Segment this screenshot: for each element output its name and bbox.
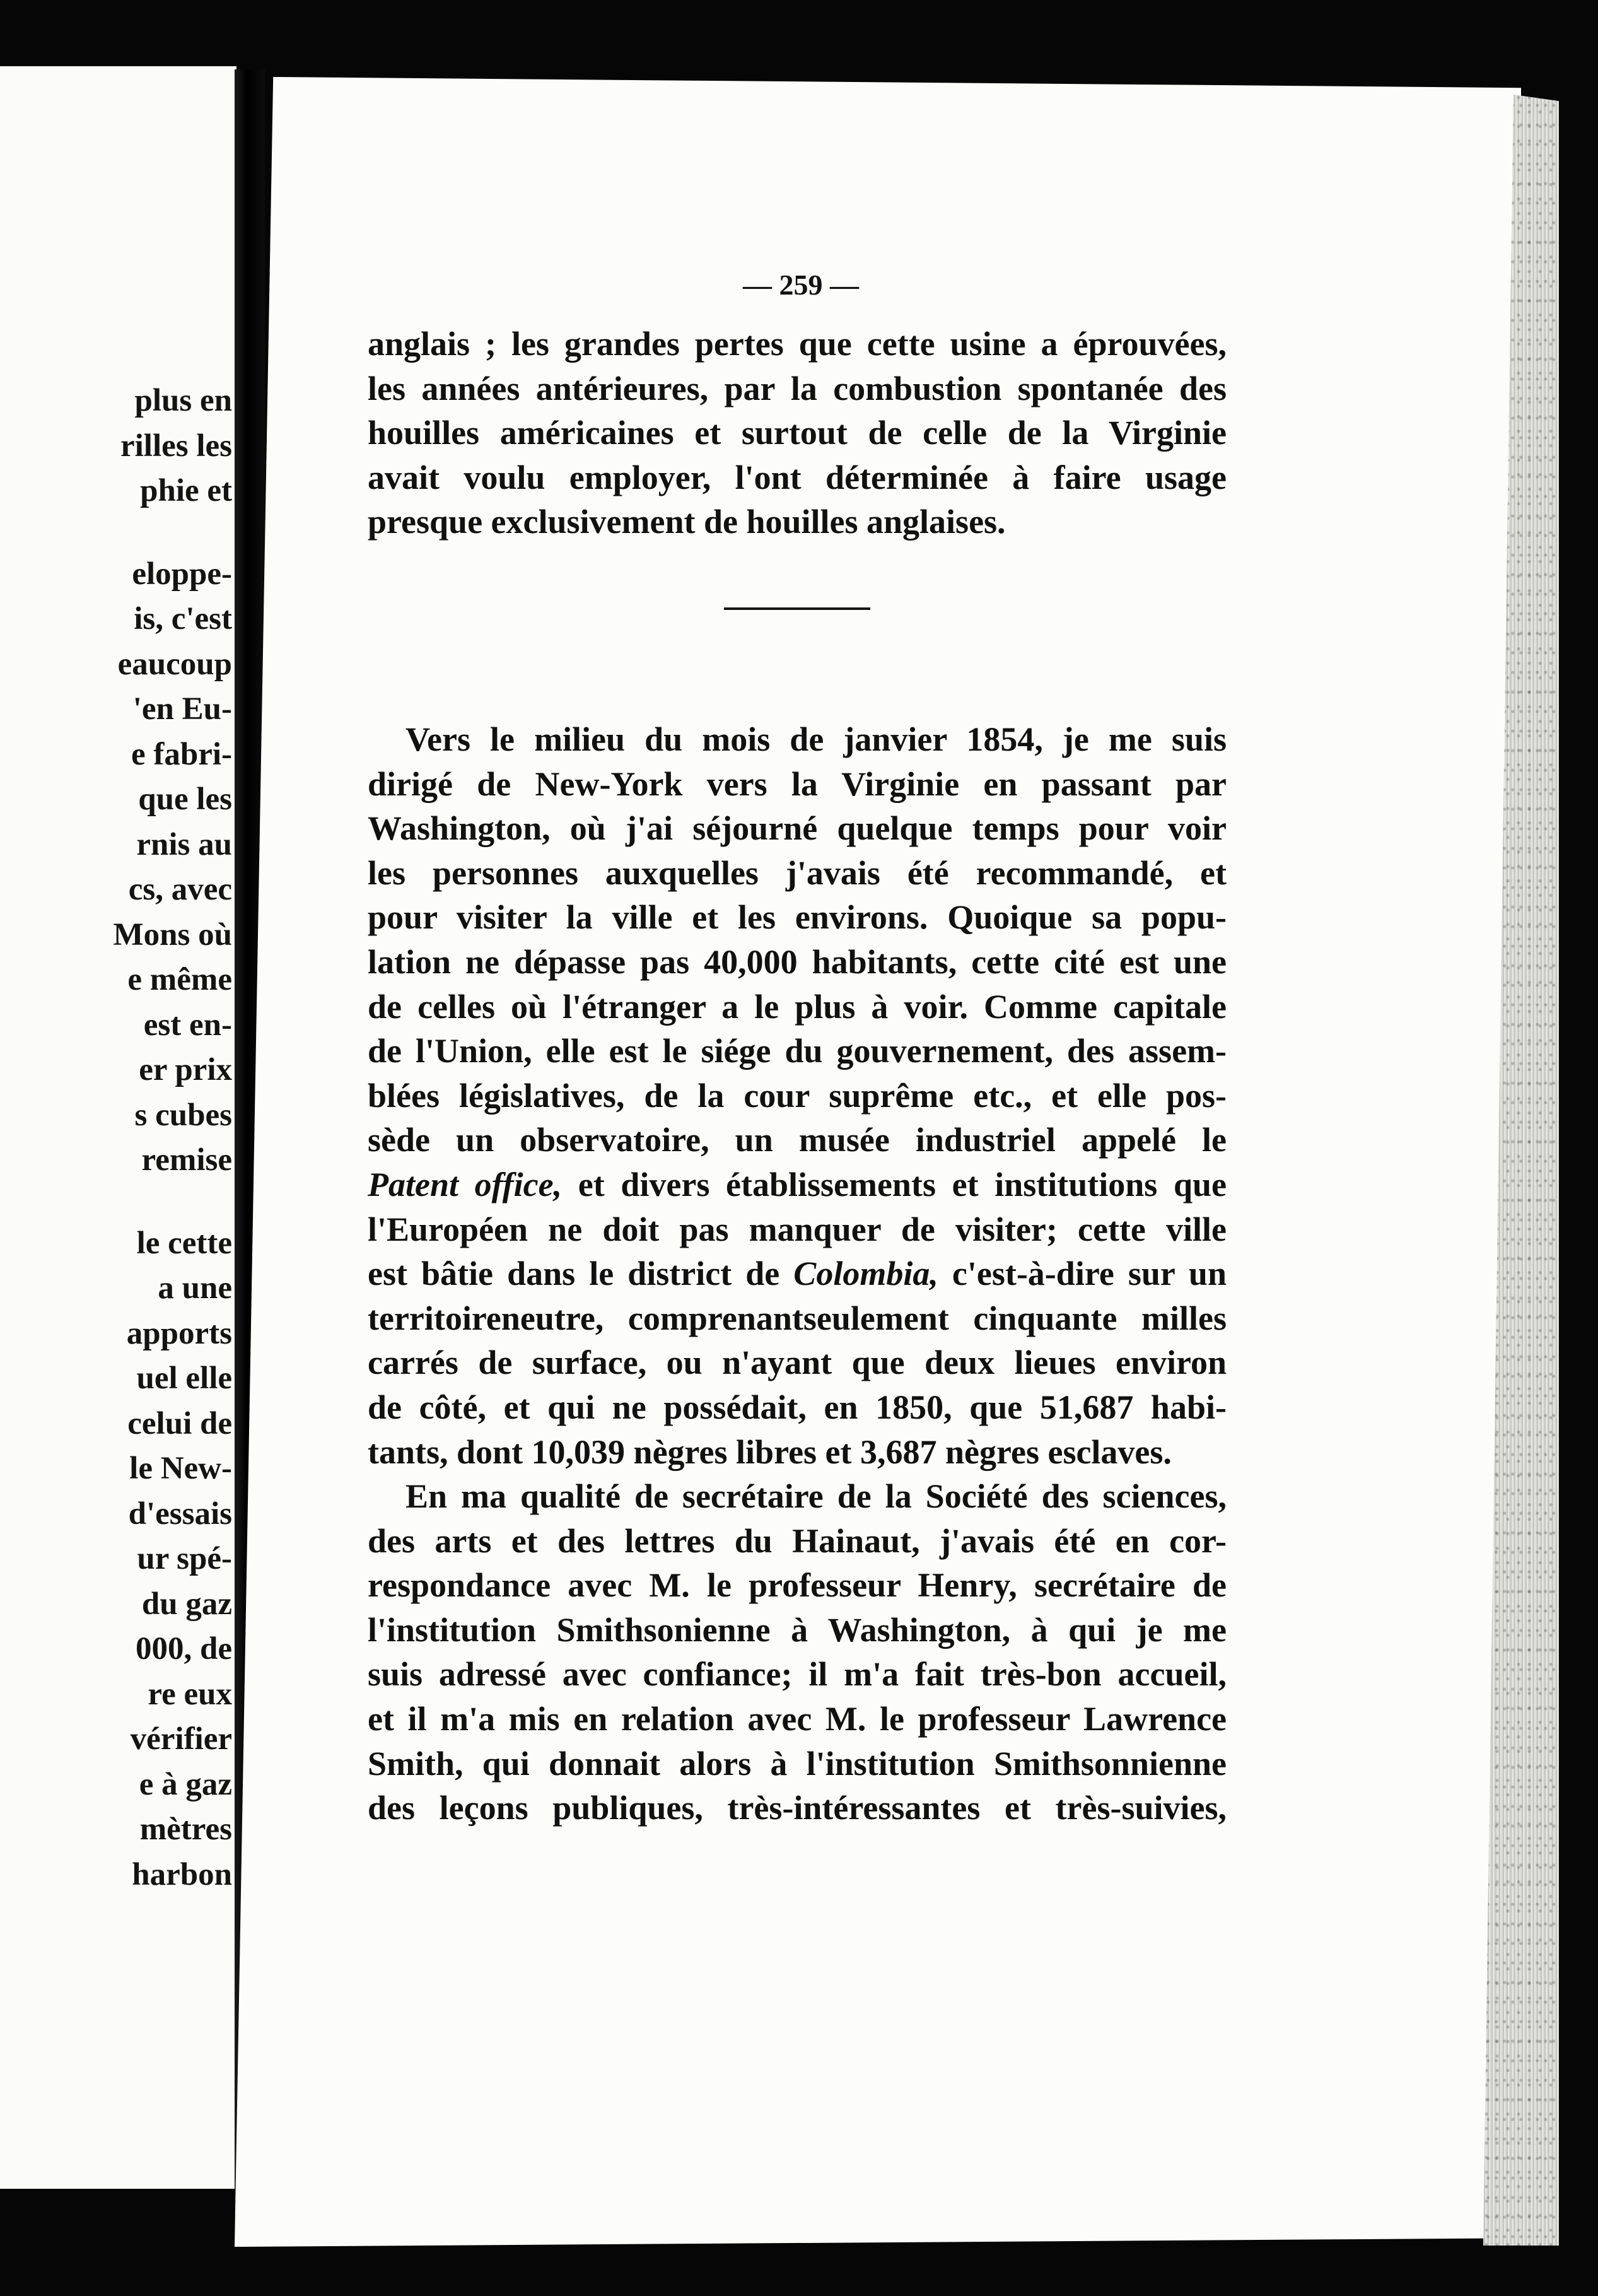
left-line: uel elle [136,1361,232,1396]
text-line-colombia [368,1251,1227,1296]
left-line: que les [138,782,232,817]
text-line: anglais ; les grandes pertes que cette usine a éprouvées, [368,325,1227,363]
left-line: harbon [132,1856,232,1892]
text-line: carrés de surface, ou n'ayant que deux lieues environ [368,1344,1227,1382]
text-line: Washington, où j'ai séjourné quelque temps pour voir [368,809,1227,848]
text-line: des leçons publiques, très-intéressantes et très-suivies, [368,1789,1227,1827]
italic-text: Patent office, [368,1165,563,1204]
text-line: de celles où l'étranger a le plus à voir. Comme capitale [368,987,1227,1026]
left-line: le cette [136,1225,232,1261]
left-line: Mons où [113,917,232,952]
text-run: et divers établissements et institutions que [562,1165,1227,1204]
left-line: re eux [148,1676,232,1712]
left-line: e fabri- [131,736,232,772]
left-line: is, c'est [134,601,232,636]
left-line: rilles les [120,428,232,464]
text-line: houilles américaines et surtout de celle de la Virginie [368,414,1227,452]
text-run: c'est-à-dire sur un [938,1255,1227,1293]
text-line: tants, dont 10,039 nègres libres et 3,687 nègres esclaves. [368,1432,1172,1471]
text-line: l'Européen ne doit pas manquer de visiter; cette ville [368,1210,1227,1248]
section-body [368,717,1227,1830]
text-line: sède un observatoire, un musée industriel appelé le [368,1121,1227,1159]
left-line: a une [158,1270,232,1306]
left-line: 'en Eu- [132,691,232,727]
text-line: suis adressé avec confiance; il m'a fait très-bon accueil, [368,1655,1227,1694]
left-line: rnis au [136,826,232,862]
text-line: avait voulu employer, l'ont déterminée à faire usage [368,458,1227,496]
left-line: eaucoup [117,646,232,682]
left-line: s cubes [134,1097,232,1133]
text-line: territoireneutre, comprenantseulement cinquante milles [368,1299,1227,1337]
text-line: et il m'a mis en relation avec M. le professeur Lawrence [368,1700,1227,1738]
text-line: de côté, et qui ne possédait, en 1850, que 51,687 habi- [368,1388,1227,1426]
left-line: celui de [127,1405,232,1441]
left-line: du gaz [141,1586,232,1622]
left-line: 000, de [136,1631,232,1666]
left-line: e à gaz [139,1766,232,1802]
text-line: de l'Union, elle est le siége du gouvernement, des assem- [368,1032,1227,1070]
left-line: est en- [143,1007,232,1043]
text-line: pour visiter la ville et les environs. Quoique sa popu- [368,898,1227,937]
text-line: les personnes auxquelles j'avais été recommandé, et [368,853,1227,892]
text-run: est bâtie dans le district de [368,1255,794,1293]
left-line: remise [141,1142,232,1178]
italic-text: Colombia, [793,1255,938,1293]
text-line: Smith, qui donnait alors à l'institution Smithsonnienne [368,1744,1227,1783]
left-line: d'essais [128,1496,232,1532]
text-line: l'institution Smithsonienne à Washington, à qui je me [368,1610,1227,1649]
left-page-text [0,378,232,1897]
left-line: le New- [129,1451,232,1486]
text-line: lation ne dépasse pas 40,000 habitants, cette cité est une [368,942,1227,981]
left-line: er prix [139,1052,232,1087]
left-page [0,66,236,2189]
section-separator [724,607,870,610]
text-line: dirigé de New-York vers la Virginie en passant par [368,764,1227,803]
left-line: mètres [139,1812,232,1847]
left-line: apports [126,1315,232,1351]
left-line: eloppe- [132,556,232,592]
left-line: e même [127,962,232,997]
page-number: — 259 — [743,269,859,301]
text-line: les années antérieures, par la combustion spontanée des [368,369,1227,407]
paragraph-continuation [368,322,1227,544]
text-line: presque exclusivement de houilles anglaises. [368,503,1006,541]
text-line: blées législatives, de la cour suprême etc., et elle pos- [368,1076,1227,1115]
text-line-patent-office [368,1163,1227,1207]
left-line: cs, avec [128,872,232,907]
left-line: vérifier [130,1721,232,1757]
text-line: En ma qualité de secrétaire de la Société des sciences, [405,1477,1227,1516]
left-line: plus en [134,383,232,418]
left-line: phie et [140,473,232,508]
text-line: Vers le milieu du mois de janvier 1854, je me suis [405,720,1227,758]
text-line: respondance avec M. le professeur Henry, secrétaire de [368,1566,1227,1605]
left-line: ur spé- [137,1541,232,1576]
text-line: des arts et des lettres du Hainaut, j'avais été en cor- [368,1521,1227,1560]
